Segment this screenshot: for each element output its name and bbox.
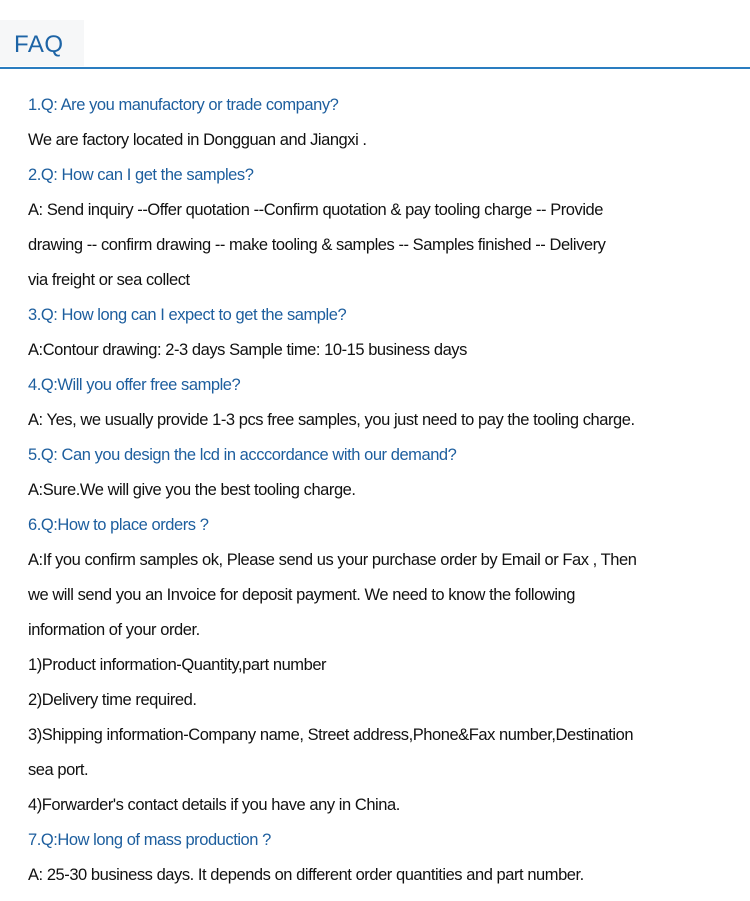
faq-question: 3.Q: How long can I expect to get the sample?: [28, 306, 347, 324]
faq-answer: via freight or sea collect: [28, 271, 190, 289]
faq-answer: 3)Shipping information-Company name, Street address,Phone&Fax number,Destination: [28, 726, 634, 744]
header-divider: [0, 67, 750, 69]
faq-question: 4.Q:Will you offer free sample?: [28, 376, 241, 394]
faq-question: 2.Q: How can I get the samples?: [28, 166, 254, 184]
faq-item: [28, 88, 750, 158]
faq-answer: A:Sure.We will give you the best tooling charge.: [28, 481, 356, 499]
faq-item: [28, 158, 750, 298]
faq-answer: we will send you an Invoice for deposit payment. We need to know the following: [28, 586, 576, 604]
faq-answer: 1)Product information-Quantity,part number: [28, 656, 327, 674]
faq-answer: 2)Delivery time required.: [28, 691, 197, 709]
faq-answer: sea port.: [28, 761, 89, 779]
faq-answer: drawing -- confirm drawing -- make tooling & samples -- Samples finished -- Delivery: [28, 236, 606, 254]
faq-answer: We are factory located in Dongguan and Jiangxi .: [28, 131, 367, 149]
faq-question: 6.Q:How to place orders ?: [28, 516, 209, 534]
faq-item: [28, 823, 750, 893]
faq-answer: A:Contour drawing: 2-3 days Sample time: 10-15 business days: [28, 341, 467, 359]
faq-answer: information of your order.: [28, 621, 200, 639]
faq-answer: A: 25-30 business days. It depends on different order quantities and part number.: [28, 866, 584, 884]
faq-list: [28, 88, 750, 893]
faq-question: 1.Q: Are you manufactory or trade company?: [28, 96, 339, 114]
faq-question: 5.Q: Can you design the lcd in acccordance with our demand?: [28, 446, 457, 464]
page-title: FAQ: [14, 31, 64, 58]
faq-answer: A: Send inquiry --Offer quotation --Confirm quotation & pay tooling charge -- Provide: [28, 201, 604, 219]
faq-item: [28, 298, 750, 368]
faq-question: 7.Q:How long of mass production ?: [28, 831, 271, 849]
faq-item: [28, 508, 750, 823]
faq-answer: 4)Forwarder's contact details if you have any in China.: [28, 796, 400, 814]
faq-item: [28, 368, 750, 438]
faq-answer: A: Yes, we usually provide 1-3 pcs free samples, you just need to pay the tooling charge.: [28, 411, 635, 429]
faq-answer: A:If you confirm samples ok, Please send us your purchase order by Email or Fax , Then: [28, 551, 637, 569]
faq-item: [28, 438, 750, 508]
